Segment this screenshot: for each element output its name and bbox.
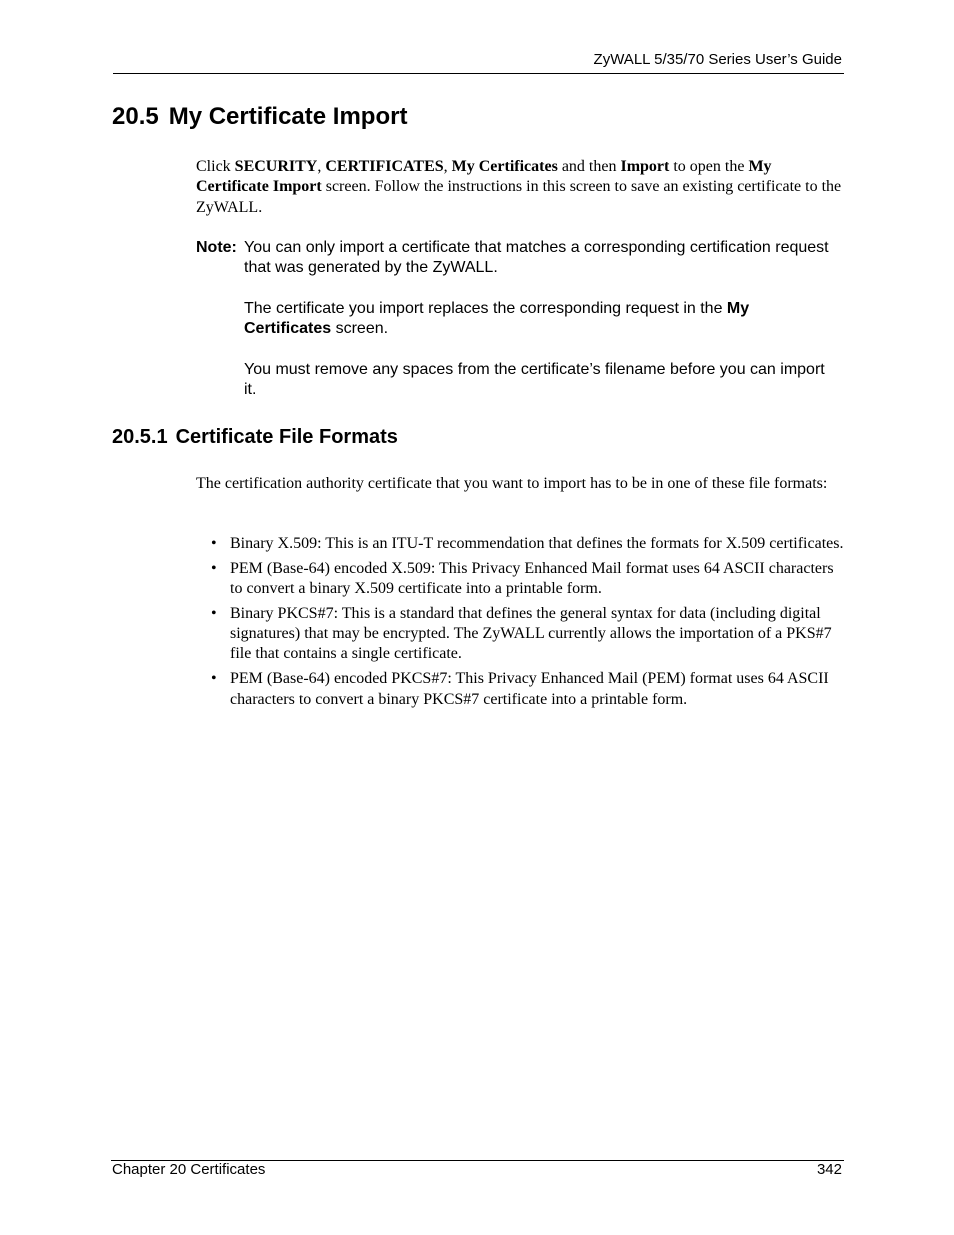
menu-security: SECURITY — [234, 158, 318, 175]
note-body — [244, 299, 836, 340]
running-header: ZyWALL 5/35/70 Series User’s Guide — [593, 51, 842, 68]
intro-text: , — [317, 158, 326, 175]
menu-certificates: CERTIFICATES — [325, 158, 444, 175]
bullet-icon: • — [211, 535, 217, 552]
note-paragraph-3: You must remove any spaces from the certificate’s filename before you can import it. — [244, 361, 825, 399]
intro-text: screen. Follow the instructions in this screen to save an existing certificate to the ZyWALL. — [196, 178, 842, 216]
note-label: Note: — [196, 239, 237, 256]
note-paragraph-1: You can only import a certificate that matches a corresponding certification request that was generated by the ZyWALL. — [244, 239, 829, 277]
bullet-icon: • — [211, 670, 217, 688]
intro-text: to open the — [669, 158, 749, 175]
section-title: My Certificate Import — [168, 103, 408, 130]
subsection-title: Certificate File Formats — [175, 426, 398, 448]
list-item — [196, 559, 844, 600]
bullet-icon: • — [211, 559, 217, 577]
list-item — [196, 604, 844, 665]
screen-my-certificate-import: My Certificate Import — [196, 158, 772, 196]
bullet-icon: • — [211, 604, 217, 622]
section-heading — [112, 103, 407, 131]
note-body — [244, 238, 836, 279]
screen-my-certificates: My Certificates — [244, 300, 750, 338]
menu-my-certificates: My Certificates — [451, 158, 558, 175]
section-intro-paragraph — [196, 157, 844, 218]
note-text: screen. — [331, 320, 389, 338]
note-body — [244, 360, 836, 401]
list-item — [196, 669, 844, 710]
section-number: 20.5 — [112, 103, 159, 130]
file-format-list — [196, 534, 844, 714]
list-item-text: Binary X.509: This is an ITU-T recommendation that defines the formats for X.509 certificates. — [230, 535, 844, 552]
subsection-heading — [112, 426, 398, 449]
button-import: Import — [620, 158, 670, 175]
footer-chapter: Chapter 20 Certificates — [112, 1161, 266, 1178]
header-rule — [113, 73, 844, 74]
list-item-text: Binary PKCS#7: This is a standard that defines the general syntax for data (including digital signatures) that may be encrypted. The ZyWALL currently allows the importation of a PKS#7 file that contains a single certificate. — [230, 604, 832, 663]
list-item-text: PEM (Base-64) encoded X.509: This Privacy Enhanced Mail format uses 64 ASCII characters to convert a binary X.509 certificate into a printable form. — [230, 559, 834, 598]
note-paragraph-2 — [244, 299, 836, 340]
subsection-number: 20.5.1 — [112, 426, 168, 448]
list-item — [196, 534, 844, 554]
subsection-intro-paragraph: The certification authority certificate that you want to import has to be in one of these file formats: — [196, 475, 828, 492]
note-text: The certificate you import replaces the corresponding request in the — [244, 300, 727, 317]
intro-text: , — [443, 158, 452, 175]
intro-text: and then — [557, 158, 621, 175]
intro-text: Click — [196, 158, 235, 175]
list-item-text: PEM (Base-64) encoded PKCS#7: This Privacy Enhanced Mail (PEM) format uses 64 ASCII characters to convert a binary PKCS#7 certificate into a printable form. — [230, 670, 829, 708]
page-number: 342 — [816, 1161, 842, 1178]
